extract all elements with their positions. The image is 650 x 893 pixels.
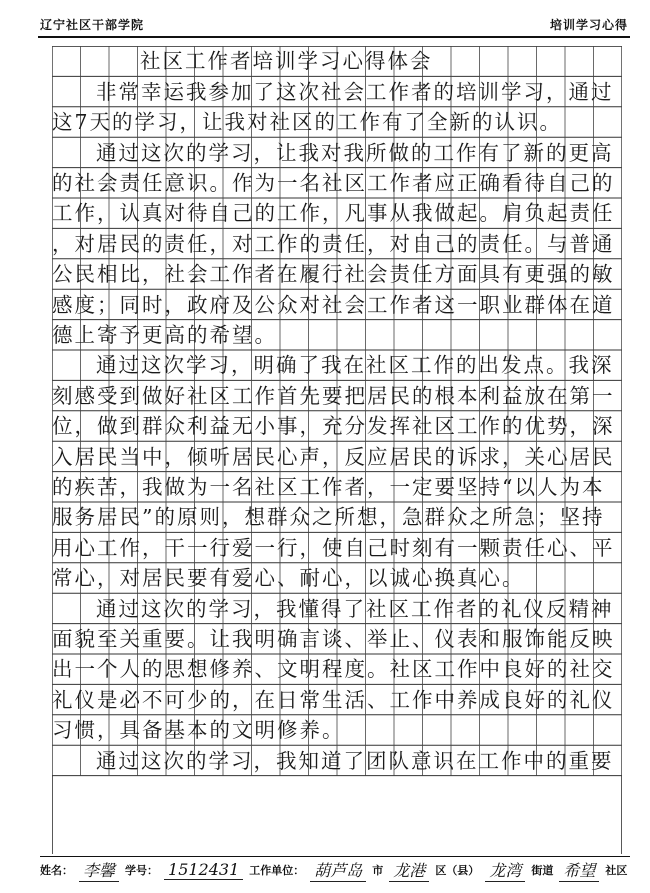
community-value: 希望 bbox=[559, 858, 599, 882]
essay-line: 公民相比，社会工作者在履行社会责任方面具有更强的敏 bbox=[52, 262, 615, 287]
unit-label: 工作单位： bbox=[249, 864, 305, 877]
name-value: 李馨 bbox=[79, 858, 119, 882]
community-suffix: 社区 bbox=[605, 864, 628, 877]
street-value: 龙湾 bbox=[485, 858, 525, 882]
essay-line: 服务居民”的原则，想群众之所想，急群众之所急；坚持 bbox=[52, 505, 605, 530]
city-value: 葫芦岛 bbox=[310, 858, 366, 882]
student-info-footer bbox=[40, 858, 630, 882]
essay-line: 非常幸运我参加了这次社会工作者的培训学习，通过 bbox=[96, 79, 614, 104]
footer-rule bbox=[40, 856, 630, 857]
essay-line: 通过这次学习，明确了我在社区工作的出发点。我深 bbox=[96, 353, 614, 378]
essay-line: 的社会责任意识。作为一名社区工作者应正确看待自己的 bbox=[52, 170, 615, 195]
essay-line: 刻感受到做好社区工作首先要把居民的根本利益放在第一 bbox=[52, 383, 615, 408]
essay-line: 出一个人的思想修养、文明程度。社区工作中良好的社交 bbox=[52, 657, 615, 682]
essay-line: 感度；同时，政府及公众对社会工作者这一职业群体在道 bbox=[52, 292, 615, 317]
institution-name: 辽宁社区干部学院 bbox=[40, 18, 145, 32]
essay-line: 习惯，具备基本的文明修养。 bbox=[52, 718, 345, 743]
essay-line: 工作，认真对待自己的工作，凡事从我做起。肩负起责任 bbox=[52, 201, 615, 226]
essay-line: 位，做到群众利益无小事，充分发挥社区工作的优势，深 bbox=[52, 414, 615, 439]
page-header bbox=[0, 0, 650, 44]
student-no-value: 1512431 bbox=[164, 860, 243, 880]
essay-line: 德上寄予更高的希望。 bbox=[52, 322, 277, 347]
essay-line: 通过这次的学习，我懂得了社区工作者的礼仪反精神 bbox=[96, 596, 614, 621]
essay-line: ，对居民的责任，对工作的责任，对自己的责任。与普通 bbox=[52, 231, 615, 256]
essay-title: 社区工作者培训学习心得体会 bbox=[140, 49, 433, 74]
district-suffix: 区（县） bbox=[435, 864, 480, 877]
essay-line: 礼仪是必不可少的，在日常生活、工作中养成良好的礼仪 bbox=[52, 687, 615, 712]
student-no-label: 学号： bbox=[125, 864, 159, 877]
city-suffix: 市 bbox=[372, 864, 384, 877]
essay-line: 用心工作，干一行爱一行，使自己时刻有一颗责任心、平 bbox=[52, 535, 615, 560]
essay-line: 常心，对居民要有爱心、耐心，以诚心换真心。 bbox=[52, 566, 525, 591]
essay-line: 面貌至关重要。让我明确言谈、举止、仪表和服饰能反映 bbox=[52, 626, 615, 651]
essay-line: 通过这次的学习，我知道了团队意识在工作中的重要 bbox=[96, 748, 614, 773]
grid-paper bbox=[52, 46, 622, 854]
essay-line: 这7天的学习，让我对社区的工作有了全新的认识。 bbox=[52, 110, 563, 135]
street-suffix: 街道 bbox=[531, 864, 554, 877]
essay-line: 通过这次的学习，让我对我所做的工作有了新的更高 bbox=[96, 140, 614, 165]
name-label: 姓名： bbox=[40, 864, 73, 877]
header-rule bbox=[38, 36, 630, 38]
document-type: 培训学习心得 bbox=[549, 18, 628, 32]
district-value: 龙港 bbox=[389, 858, 429, 882]
essay-line: 的疾苦，我做为一名社区工作者，一定要坚持“以人为本 bbox=[52, 474, 605, 499]
essay-line: 入居民当中，倾听居民心声，反应居民的诉求，关心居民 bbox=[52, 444, 615, 469]
